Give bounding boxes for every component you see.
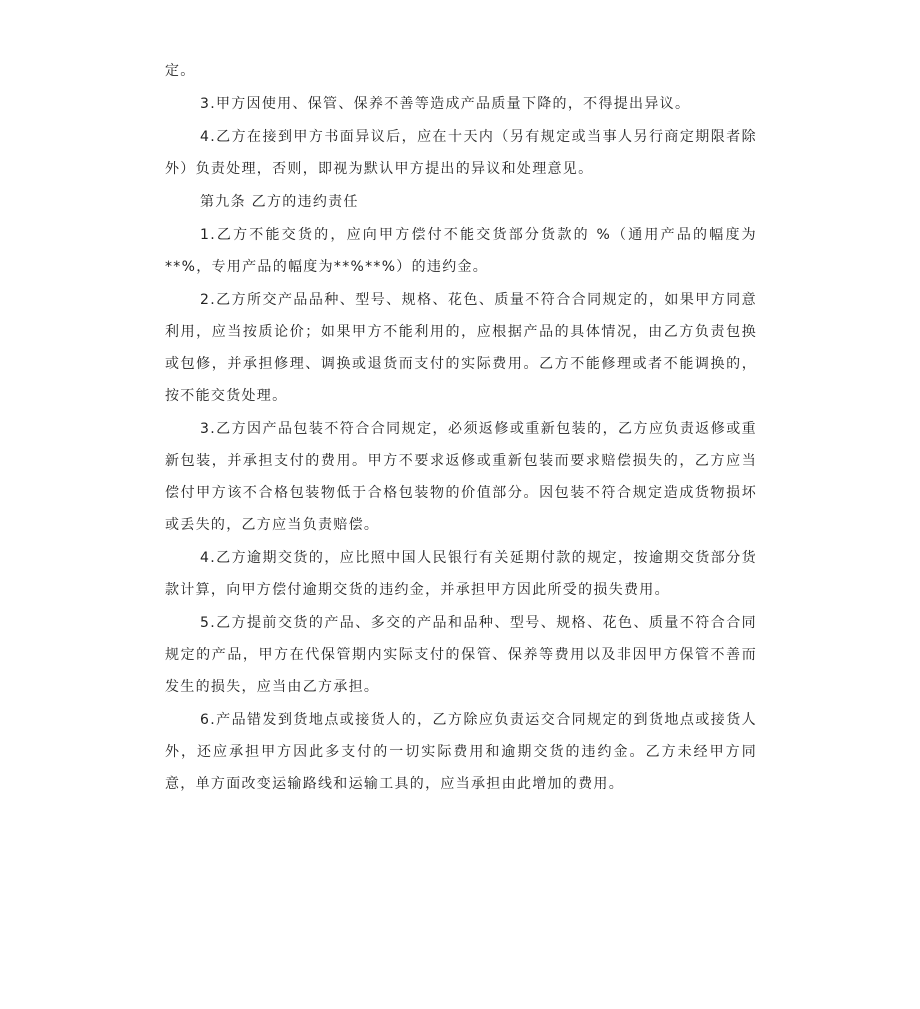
clause-item-4-late-delivery: 4.乙方逾期交货的，应比照中国人民银行有关延期付款的规定，按逾期交货部分货款计算，向甲方偿付逾期交货的违约金，并承担甲方因此所受的损失费用。 bbox=[165, 550, 757, 598]
clause-item-1-non-delivery: 1.乙方不能交货的，应向甲方偿付不能交货部分货款的 %（通用产品的幅度为**%，专用产品的幅度为**%**%）的违约金。 bbox=[165, 227, 757, 275]
clause-item-2-nonconforming-product: 2.乙方所交产品品种、型号、规格、花色、质量不符合合同规定的，如果甲方同意利用，应当按质论价；如果甲方不能利用的，应根据产品的具体情况，由乙方负责包换或包修，并承担修理、调换或退货而支付的实际费用。乙方不能修理或者不能调换的，按不能交货处理。 bbox=[165, 292, 757, 404]
document-body bbox=[165, 55, 757, 800]
clause-item-5-early-delivery: 5.乙方提前交货的产品、多交的产品和品种、型号、规格、花色、质量不符合合同规定的产品，甲方在代保管期内实际支付的保管、保养等费用以及非因甲方保管不善而发生的损失，应当由乙方承担。 bbox=[165, 615, 757, 695]
clause-item-4-objection-handling: 4.乙方在接到甲方书面异议后，应在十天内（另有规定或当事人另行商定期限者除外）负责处理，否则，即视为默认甲方提出的异议和处理意见。 bbox=[165, 129, 757, 177]
section-heading-article-9: 第九条 乙方的违约责任 bbox=[200, 194, 359, 210]
clause-item-6-misdelivery: 6.产品错发到货地点或接货人的，乙方除应负责运交合同规定的到货地点或接货人外，还应承担甲方因此多支付的一切实际费用和逾期交货的违约金。乙方未经甲方同意，单方面改变运输路线和运输工具的，应当承担由此增加的费用。 bbox=[165, 712, 757, 792]
clause-item-3-packaging: 3.乙方因产品包装不符合合同规定，必须返修或重新包装的，乙方应负责返修或重新包装，并承担支付的费用。甲方不要求返修或重新包装而要求赔偿损失的，乙方应当偿付甲方该不合格包装物低于合格包装物的价值部分。因包装不符合规定造成货物损坏或丢失的，乙方应当负责赔偿。 bbox=[165, 421, 757, 533]
paragraph-continuation: 定。 bbox=[165, 63, 196, 79]
clause-item-3-user-damage: 3.甲方因使用、保管、保养不善等造成产品质量下降的，不得提出异议。 bbox=[200, 96, 691, 112]
